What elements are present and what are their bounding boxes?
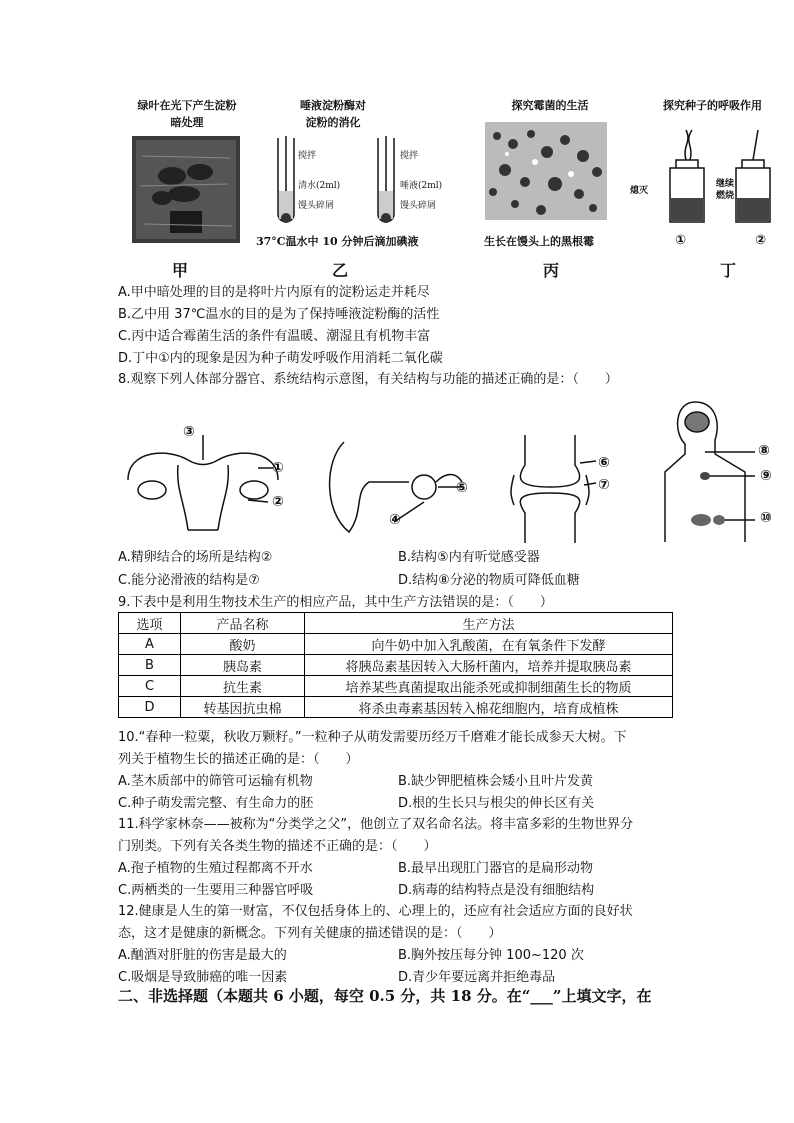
marker-8: ⑧ (758, 443, 770, 459)
table-cell: 酸奶 (181, 634, 305, 655)
marker-10: ⑩ (760, 510, 772, 526)
table-header-row (119, 613, 673, 634)
ding-left-note: 熄灭 (630, 186, 649, 196)
marker-6: ⑥ (598, 455, 610, 471)
tube1-label-3: 馒头碎屑 (298, 201, 335, 211)
panel-jia-label: 甲 (172, 261, 189, 280)
q11-option-b: B.最早出现肛门器官的是扁形动物 (398, 861, 594, 876)
table-row (119, 697, 673, 718)
table-cell: 抗生素 (181, 676, 305, 697)
panel-yi-subtitle: 淀粉的消化 (305, 116, 361, 129)
tube2-label-1: 搅拌 (400, 151, 419, 161)
q7-option-b: B.乙中用 37℃温水的目的是为了保持唾液淀粉酶的活性 (118, 307, 440, 322)
tube1-label-1: 搅拌 (298, 151, 317, 161)
q12-option-c: C.吸烟是导致肺癌的唯一因素 (118, 970, 288, 985)
q11-option-d: D.病毒的结构特点是没有细胞结构 (398, 883, 595, 898)
marker-5: ⑤ (456, 480, 468, 496)
q12-stem-line1: 12.健康是人生的第一财富，不仅包括身体上的、心理上的，还应有社会适应方面的良好状 (118, 904, 633, 919)
q7-option-a: A.甲中暗处理的目的是将叶片内原有的淀粉运走并耗尽 (118, 285, 430, 300)
q10-option-a: A.茎木质部中的筛管可运输有机物 (118, 774, 313, 789)
table-cell: 向牛奶中加入乳酸菌，在有氧条件下发酵 (305, 634, 673, 655)
panel-yi-label: 乙 (332, 261, 349, 280)
q11-stem-line1: 11.科学家林奈——被称为“分类学之父”，他创立了双名命名法。将丰富多彩的生物世界分 (118, 817, 634, 832)
table-cell: 转基因抗虫棉 (181, 697, 305, 718)
tube1-label-2: 清水(2ml) (298, 181, 341, 191)
mold-photo (485, 122, 607, 220)
header-option: 选项 (119, 613, 181, 634)
q11-option-c: C.两栖类的一生要用三种器官呼吸 (118, 883, 314, 898)
table-row (119, 634, 673, 655)
marker-7: ⑦ (598, 477, 610, 493)
q12-stem-line2: 态，这才是健康的新概念。下列有关健康的描述错误的是：（ ） (118, 926, 502, 941)
uterus-diagram (118, 420, 288, 535)
q10-option-d: D.根的生长只与根尖的伸长区有关 (398, 796, 595, 811)
panel-jia-title: 绿叶在光下产生淀粉 (137, 99, 237, 112)
section-2-heading: 二、非选择题（本题共 6 小题，每空 0.5 分，共 18 分。在“___”上填文字，在 (118, 987, 652, 1005)
ding-right-note-1: 继续 (716, 179, 735, 189)
panel-ding-title: 探究种子的呼吸作用 (663, 99, 762, 112)
table-cell: 培养某些真菌提取出能杀死或抑制细菌生长的物质 (305, 676, 673, 697)
q11-option-a: A.孢子植物的生殖过程都离不开水 (118, 861, 313, 876)
q8-option-b: B.结构⑤内有听觉感受器 (398, 550, 540, 565)
table-row (119, 655, 673, 676)
table-cell: 将胰岛素基因转入大肠杆菌内，培养并提取胰岛素 (305, 655, 673, 676)
q8-stem: 8.观察下列人体部分器官、系统结构示意图，有关结构与功能的描述正确的是：（ ） (118, 372, 618, 387)
q7-option-d: D.丁中①内的现象是因为种子萌发呼吸作用消耗二氧化碳 (118, 351, 443, 366)
table-cell: C (119, 676, 181, 697)
ding-right-note-2: 燃烧 (716, 191, 735, 201)
q10-stem-line2: 列关于植物生长的描述正确的是：（ ） (118, 752, 359, 767)
q10-option-c: C.种子萌发需完整、有生命力的胚 (118, 796, 314, 811)
q9-stem: 9.下表中是利用生物技术生产的相应产品，其中生产方法错误的是：（ ） (118, 595, 553, 610)
table-cell: A (119, 634, 181, 655)
q12-option-d: D.青少年要远离并拒绝毒品 (398, 970, 556, 985)
panel-yi-title: 唾液淀粉酶对 (300, 99, 366, 112)
table-row (119, 676, 673, 697)
table-cell: 胰岛素 (181, 655, 305, 676)
header-method: 生产方法 (305, 613, 673, 634)
panel-jia-subtitle: 暗处理 (170, 116, 204, 129)
marker-9: ⑨ (760, 468, 772, 484)
table-cell: 将杀虫毒素基因转入棉花细胞内，培育成植株 (305, 697, 673, 718)
q10-stem-line1: 10.“春种一粒粟，秋收万颗籽。”一粒种子从萌发需要历经万千磨难才能长成参天大树。下 (118, 730, 627, 745)
q10-option-b: B.缺少钾肥植株会矮小且叶片发黄 (398, 774, 594, 789)
q7-option-c: C.丙中适合霉菌生活的条件有温暖、潮湿且有机物丰富 (118, 329, 431, 344)
tube2-label-2: 唾液(2ml) (400, 181, 443, 191)
jar-2-label: ② (755, 233, 767, 248)
table-cell: D (119, 697, 181, 718)
panel-ding-label: 丁 (720, 261, 737, 280)
tube2-label-3: 馒头碎屑 (400, 201, 437, 211)
marker-4: ④ (389, 512, 401, 528)
dark-treatment-image (132, 136, 240, 243)
marker-3: ③ (183, 424, 195, 440)
q12-option-b: B.胸外按压每分钟 100~120 次 (398, 948, 584, 963)
table-cell: B (119, 655, 181, 676)
q8-option-c: C.能分泌滑液的结构是⑦ (118, 573, 260, 588)
marker-1: ① (272, 460, 284, 476)
panel-bing-label: 丙 (543, 261, 560, 280)
q8-option-a: A.精卵结合的场所是结构② (118, 550, 273, 565)
header-product: 产品名称 (181, 613, 305, 634)
products-table (118, 612, 673, 718)
q11-stem-line2: 门别类。下列有关各类生物的描述不正确的是：（ ） (118, 839, 437, 854)
marker-2: ② (272, 494, 284, 510)
panel-bing-caption: 生长在馒头上的黑根霉 (484, 235, 594, 248)
jar-1-label: ① (675, 233, 687, 248)
joint-diagram (500, 435, 600, 543)
panel-yi-caption: 37°C温水中 10 分钟后滴加碘液 (256, 235, 419, 248)
q12-option-a: A.酗酒对肝脏的伤害是最大的 (118, 948, 287, 963)
panel-bing-title: 探究霉菌的生活 (511, 99, 589, 112)
q8-option-d: D.结构⑧分泌的物质可降低血糖 (398, 573, 580, 588)
